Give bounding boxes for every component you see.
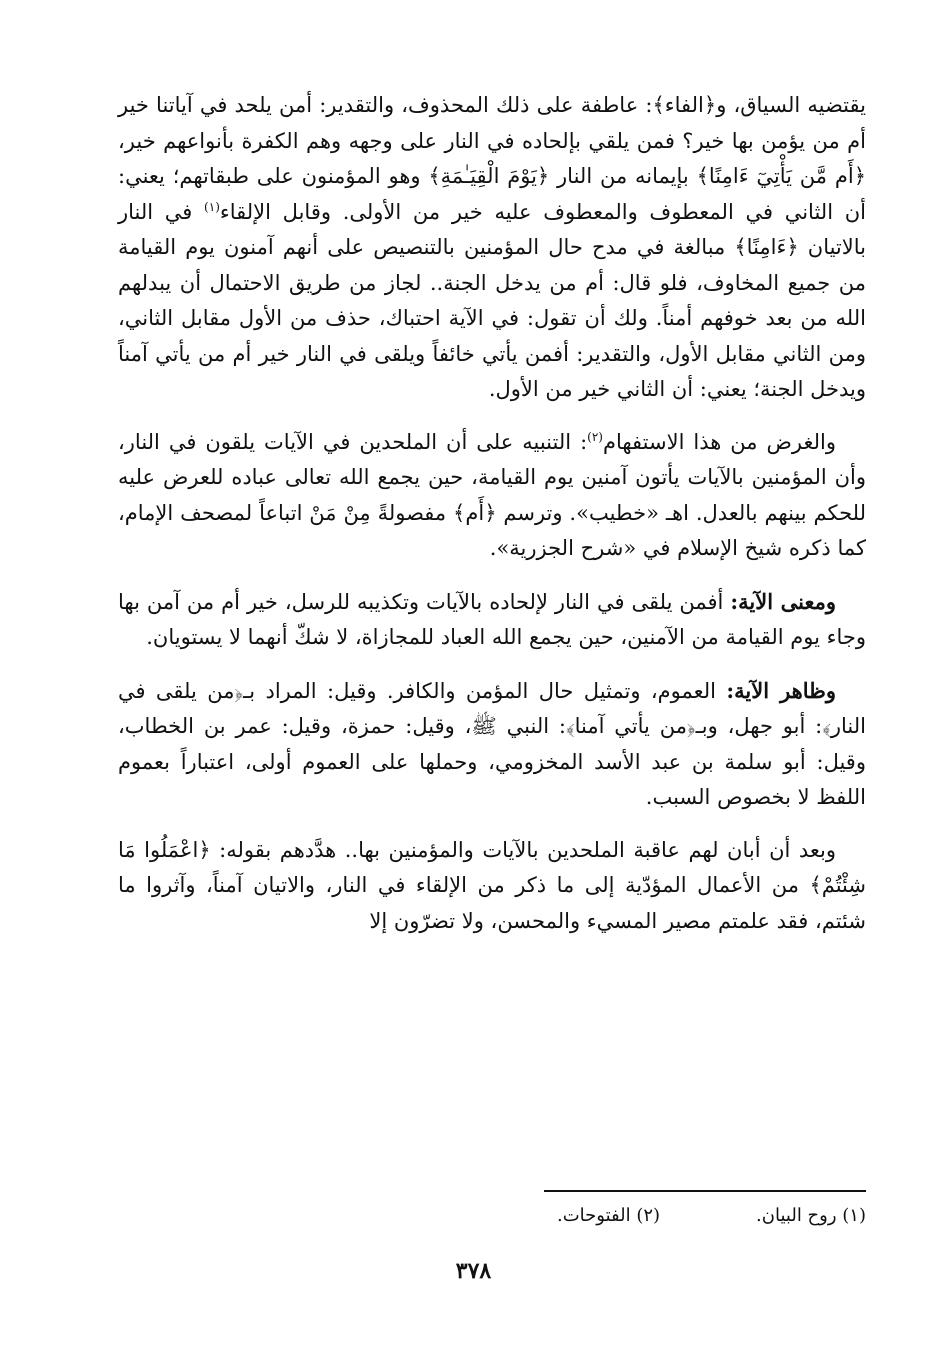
paragraph-5 xyxy=(118,833,866,940)
footnote-2: (٢) الفتوحات. xyxy=(557,1205,661,1226)
paragraph-2-text-rest: : التنبيه على أن الملحدين في الآيات يلقون في النار، وأن المؤمنين بالآيات يأتون آمنين يوم القيامة، حين يجمع الله تعالى عباده للعرض عليه للحكم بينهم بالعدل. اهـ «خطيب». وترسم ﴿أَم﴾ مفصولةً مِنْ مَنْ اتباعاً لمصحف الإمام، كما ذكره شيخ الإسلام في «شرح الجزرية». xyxy=(118,429,866,560)
paragraph-4 xyxy=(118,673,866,816)
body-text xyxy=(118,88,866,956)
footnote-1: (١) روح البيان. xyxy=(756,1205,866,1226)
paragraph-1 xyxy=(118,88,866,408)
paragraph-3 xyxy=(118,584,866,656)
paragraph-3-lead: ومعنى الآية: xyxy=(730,588,836,614)
paragraph-3-text: أفمن يلقى في النار لإلحاده بالآيات وتكذيبه للرسل، خير أم من آمن بها وجاء يوم القيامة من الآمنين، حين يجمع الله العباد للمجازاة، لا شكّ أنهما لا يستويان. xyxy=(118,589,866,649)
footnotes xyxy=(557,1205,866,1226)
footnote-ref-2: (٢) xyxy=(587,429,603,444)
paragraph-1-text: يقتضيه السياق، و﴿الفاء﴾: عاطفة على ذلك المحذوف، والتقدير: أمن يلحد في آياتنا خير أم من يؤمن بها خير؟ فمن يلقي بإلحاده في النار على وجهه وهم الكفرة بأنواعهم خير، ﴿أَم مَّن يَأْتِيٓ ءَامِنًا﴾ بإيمانه من النار ﴿يَوْمَ الْقِيَـٰمَةِ﴾ وهو المؤمنون على طبقاتهم؛ يعني: أن الثاني في المعطوف والمعطوف عليه خير من الأولى. وقابل الإلقاء xyxy=(118,93,866,224)
paragraph-5-text: وبعد أن أبان لهم عاقبة الملحدين بالآيات والمؤمنين بها.. هدَّدهم بقوله: ﴿اعْمَلُوا مَا شِئْتُمْ﴾ من الأعمال المؤدّية إلى ما ذكر من الإلقاء في النار، والاتيان آمناً، وآثروا ما شئتم، فقد علمتم مصير المسيء والمحسن، ولا تضرّون إلا xyxy=(118,837,866,933)
paragraph-2 xyxy=(118,425,866,567)
paragraph-1-text-rest: في النار بالاتيان ﴿ءَامِنًا﴾ مبالغة في مدح حال المؤمنين بالتنصيص على أنهم آمنون يوم القيامة من جميع المخاوف، فلو قال: أم من يدخل الجنة.. لجاز من طريق الاحتمال أن يبدلهم الله من بعد خوفهم أمناً. ولك أن تقول: في الآية احتباك، حذف من الأول مقابل الثاني، ومن الثاني مقابل الأول، والتقدير: أفمن يأتي خائفاً ويلقى في النار خير أم من يأتي آمناً ويدخل الجنة؛ يعني: أن الثاني خير من الأول. xyxy=(118,199,866,401)
paragraph-4-text: العموم، وتمثيل حال المؤمن والكافر. وقيل: المراد بـ﴿من يلقى في النار﴾: أبو جهل، وبـ﴿من يأتي آمنا﴾: النبي ﷺ، وقيل: حمزة، وقيل: عمر بن الخطاب، وقيل: أبو سلمة بن عبد الأسد المخزومي، وحملها على العموم أولى، اعتباراً بعموم اللفظ لا بخصوص السبب. xyxy=(118,678,866,809)
footnote-ref-1: (١) xyxy=(204,199,220,214)
footnote-divider xyxy=(544,1190,866,1192)
page-number: ٣٧٨ xyxy=(455,1258,492,1284)
paragraph-2-text: والغرض من هذا الاستفهام xyxy=(602,429,836,454)
paragraph-4-lead: وظاهر الآية: xyxy=(726,677,836,703)
